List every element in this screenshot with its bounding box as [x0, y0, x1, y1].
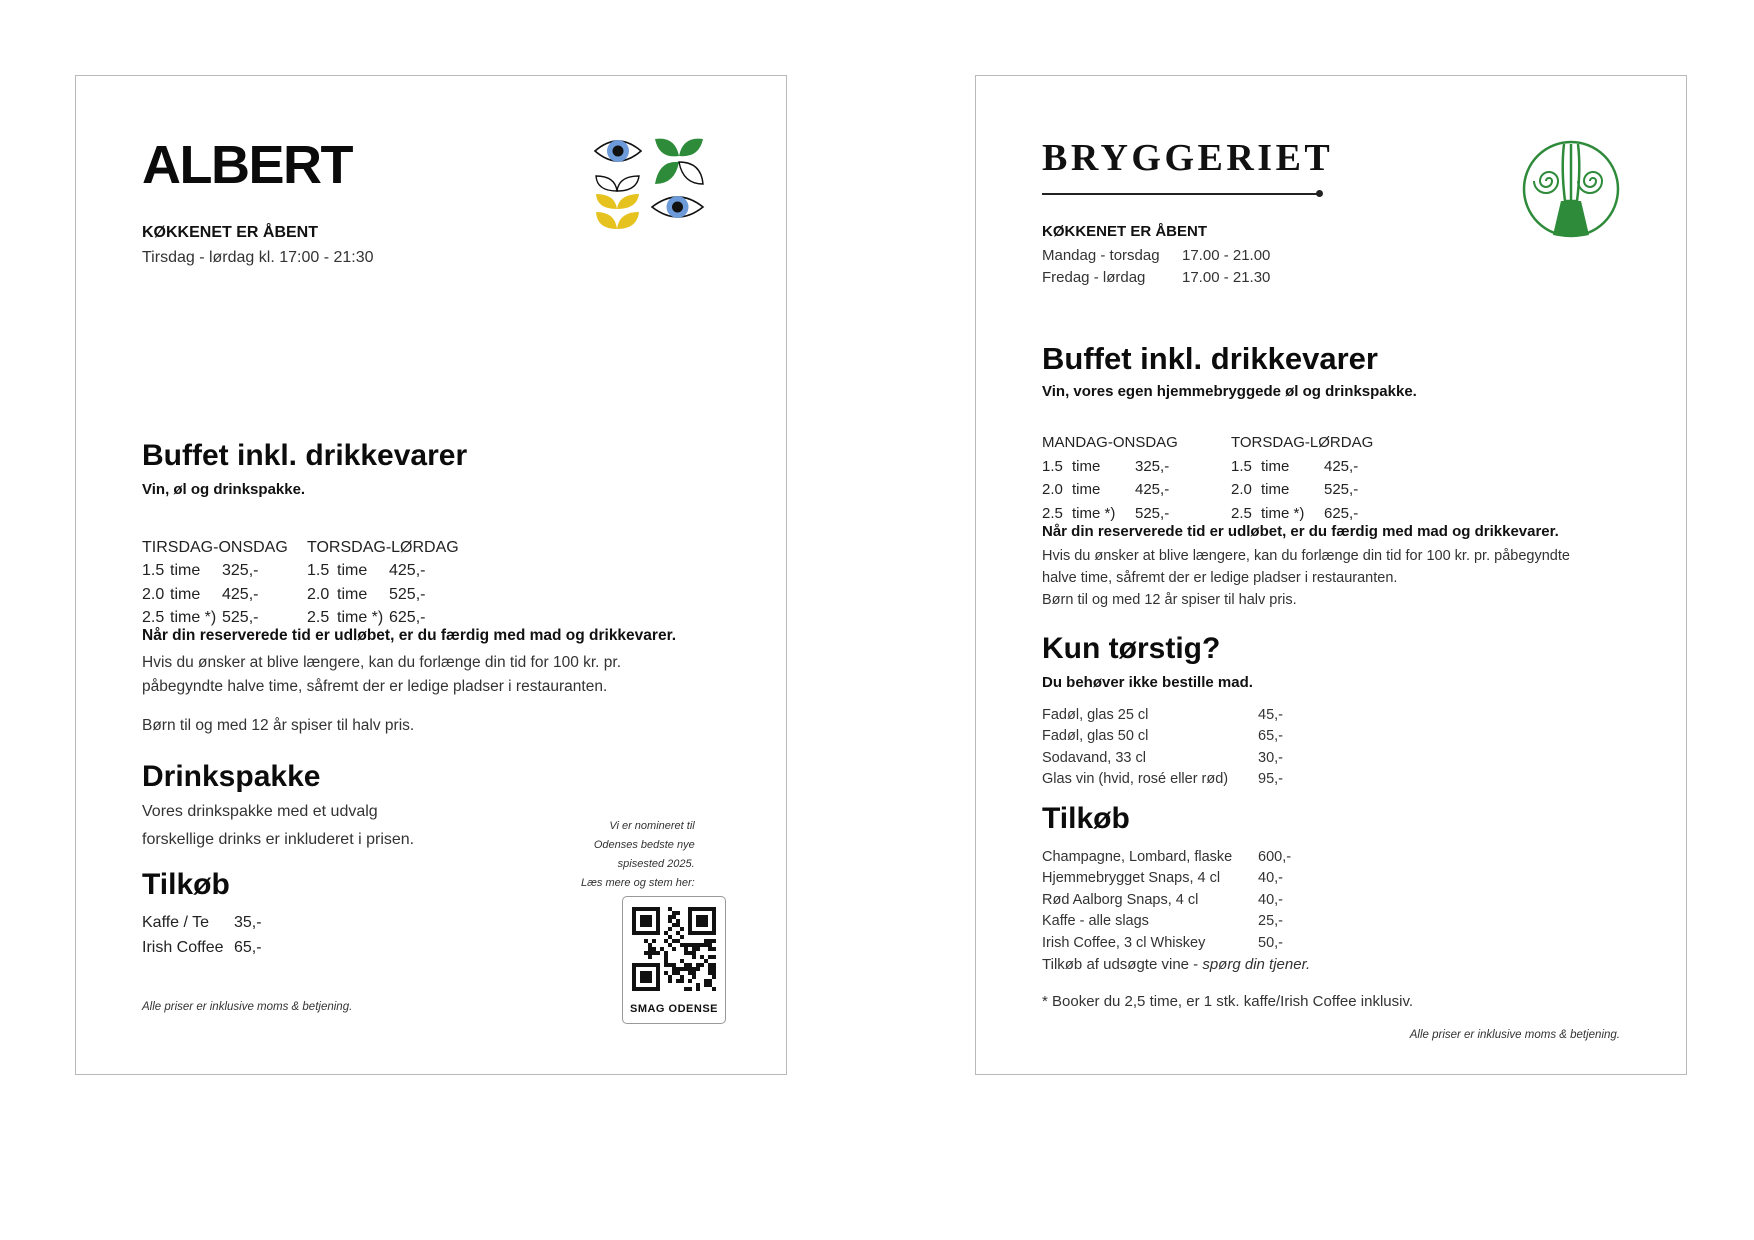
qr-module	[684, 943, 688, 947]
qr-module	[672, 911, 676, 915]
price-footer: Alle priser er inklusive moms & betjening.	[142, 1001, 353, 1013]
qr-module	[668, 907, 672, 911]
drinks-package-title: Drinkspakke	[142, 760, 321, 793]
addons-list	[1042, 846, 1291, 954]
col1-header: TIRSDAG-ONSDAG	[142, 538, 288, 556]
extension-text-line1: Hvis du ønsker at blive længere, kan du forlænge din tid for 100 kr. pr. påbegyndte	[1042, 548, 1570, 564]
qr-module	[692, 955, 696, 959]
buffet-subtitle: Vin, vores egen hjemmebryggede øl og drinkspakke.	[1042, 383, 1417, 400]
list-item: Hjemmebrygget Snaps, 4 cl 40,-	[1042, 870, 1283, 887]
nomination-note: Vi er nomineret til Odenses bedste nye spisested 2025. Læs mere og stem her:	[581, 820, 695, 889]
eye-leaf-pattern-icon	[593, 136, 718, 231]
qr-module	[668, 935, 672, 939]
qr-module	[712, 947, 716, 951]
price-footer: Alle priser er inklusive moms & betjening.	[1409, 1029, 1620, 1041]
qr-module	[668, 975, 672, 979]
buffet-title: Buffet inkl. drikkevarer	[1042, 341, 1378, 376]
qr-module	[696, 947, 700, 951]
qr-module	[668, 979, 672, 983]
buffet-title: Buffet inkl. drikkevarer	[142, 439, 468, 472]
qr-module	[712, 967, 716, 971]
list-item: Fadøl, glas 50 cl 65,-	[1042, 728, 1283, 745]
qr-module	[708, 955, 712, 959]
qr-module	[668, 963, 672, 967]
qr-module	[652, 951, 656, 955]
table-row: 2.5 time *) 525,- 2.5 time *) 625,-	[1042, 504, 1359, 522]
qr-module	[664, 955, 668, 959]
thirsty-title: Kun tørstig?	[1042, 632, 1221, 665]
qr-module	[676, 911, 680, 915]
col2-header: TORSDAG-LØRDAG	[307, 538, 459, 556]
qr-module	[648, 951, 652, 955]
qr-module	[704, 943, 708, 947]
addons-list	[142, 910, 262, 960]
opening-hours: Tirsdag - lørdag kl. 17:00 - 21:30	[142, 249, 374, 266]
kids-price-text: Børn til og med 12 år spiser til halv pris.	[1042, 592, 1297, 608]
title-underline	[1042, 193, 1320, 195]
booking-footnote: * Booker du 2,5 time, er 1 stk. kaffe/Irish Coffee inklusiv.	[1042, 993, 1414, 1010]
qr-module	[644, 951, 648, 955]
table-row: 2.0 time 425,- 2.0 time 525,-	[1042, 481, 1359, 499]
qr-module	[664, 963, 668, 967]
qr-module	[672, 963, 676, 967]
page-title: BRYGGERIET	[1042, 137, 1334, 179]
underline-dot	[1316, 190, 1323, 197]
qr-module	[668, 915, 672, 919]
addons-title: Tilkøb	[142, 868, 230, 901]
qr-module	[684, 947, 688, 951]
qr-module	[672, 971, 676, 975]
qr-module	[664, 959, 668, 963]
qr-module	[708, 971, 712, 975]
drinks-price-list	[1042, 704, 1283, 790]
kitchen-open-label: KØKKENET ER ÅBENT	[1042, 223, 1208, 240]
qr-label: SMAG ODENSE	[629, 1003, 718, 1015]
qr-code-icon[interactable]	[632, 907, 716, 991]
qr-module	[664, 931, 668, 935]
bryggeriet-menu-page	[975, 75, 1687, 1075]
list-item: Irish Coffee, 3 cl Whiskey 50,-	[1042, 934, 1283, 951]
qr-module	[680, 943, 684, 947]
time-limit-note: Når din reserverede tid er udløbet, er du færdig med mad og drikkevarer.	[142, 627, 677, 644]
qr-module	[648, 943, 652, 947]
kids-price-text: Børn til og med 12 år spiser til halv pris.	[142, 717, 415, 734]
qr-module	[708, 979, 712, 983]
qr-module	[712, 987, 716, 991]
col2-header: TORSDAG-LØRDAG	[1231, 434, 1374, 452]
qr-module	[668, 927, 672, 931]
qr-module	[676, 971, 680, 975]
qr-code-card[interactable]	[622, 896, 726, 1024]
list-item: Rød Aalborg Snaps, 4 cl 40,-	[1042, 891, 1283, 908]
qr-finder-center	[696, 915, 708, 927]
qr-module	[652, 939, 656, 943]
qr-module	[688, 963, 692, 967]
table-header-row	[142, 536, 459, 560]
qr-finder-center	[640, 971, 652, 983]
qr-module	[648, 947, 652, 951]
qr-module	[712, 975, 716, 979]
drinks-package-text: Vores drinkspakke med et udvalg forskellige drinks er inkluderet i prisen.	[142, 803, 415, 848]
qr-module	[700, 955, 704, 959]
qr-module	[676, 923, 680, 927]
qr-module	[696, 967, 700, 971]
qr-module	[684, 963, 688, 967]
qr-module	[664, 951, 668, 955]
qr-module	[692, 975, 696, 979]
qr-module	[708, 943, 712, 947]
qr-module	[680, 927, 684, 931]
qr-module	[708, 967, 712, 971]
qr-module	[668, 919, 672, 923]
qr-module	[708, 939, 712, 943]
qr-module	[664, 971, 668, 975]
thirsty-subtitle: Du behøver ikke bestille mad.	[1042, 674, 1253, 691]
qr-module	[684, 967, 688, 971]
qr-module	[668, 943, 672, 947]
list-item: Fadøl, glas 25 cl 45,-	[1042, 706, 1283, 723]
qr-module	[676, 919, 680, 923]
list-item: Kaffe - alle slags 25,-	[1042, 913, 1283, 930]
table-row: 2.0 time 425,- 2.0 time 525,-	[142, 585, 426, 603]
qr-module	[688, 967, 692, 971]
qr-module	[672, 923, 676, 927]
list-item: Irish Coffee 65,-	[142, 938, 262, 956]
qr-module	[676, 979, 680, 983]
extension-info	[142, 651, 702, 753]
buffet-price-table	[1042, 431, 1373, 525]
qr-module	[656, 951, 660, 955]
qr-module	[708, 963, 712, 967]
qr-module	[664, 939, 668, 943]
qr-module	[688, 951, 692, 955]
qr-module	[648, 955, 652, 959]
qr-module	[692, 967, 696, 971]
qr-module	[672, 967, 676, 971]
table-header-row	[1042, 431, 1373, 455]
qr-module	[692, 951, 696, 955]
qr-module	[700, 963, 704, 967]
qr-module	[688, 979, 692, 983]
qr-module	[692, 947, 696, 951]
time-limit-note: Når din reserverede tid er udløbet, er du færdig med mad og drikkevarer.	[1042, 523, 1559, 540]
qr-module	[700, 943, 704, 947]
qr-module	[652, 947, 656, 951]
qr-module	[712, 971, 716, 975]
qr-module	[680, 935, 684, 939]
qr-module	[660, 947, 664, 951]
qr-module	[688, 943, 692, 947]
qr-module	[696, 963, 700, 967]
buffet-price-table	[142, 536, 459, 630]
qr-module	[680, 975, 684, 979]
list-item: Champagne, Lombard, flaske 600,-	[1042, 848, 1292, 865]
qr-module	[696, 943, 700, 947]
qr-module	[712, 963, 716, 967]
qr-module	[704, 959, 708, 963]
page-title: ALBERT	[142, 135, 352, 195]
qr-module	[712, 955, 716, 959]
qr-module	[696, 983, 700, 987]
opening-hours-table	[1042, 244, 1270, 288]
addons-title: Tilkøb	[1042, 802, 1130, 835]
qr-module	[676, 939, 680, 943]
table-row: 2.5 time *) 525,- 2.5 time *) 625,-	[142, 609, 426, 627]
table-row: Fredag - lørdag 17.00 - 21.30	[1042, 268, 1271, 286]
qr-module	[704, 979, 708, 983]
qr-finder-center	[640, 915, 652, 927]
buffet-subtitle: Vin, øl og drinkspakke.	[142, 481, 306, 498]
qr-module	[708, 983, 712, 987]
qr-module	[688, 987, 692, 991]
albert-menu-page	[75, 75, 787, 1075]
qr-module	[692, 943, 696, 947]
list-item: Glas vin (hvid, rosé eller rød) 95,-	[1042, 771, 1283, 788]
qr-module	[692, 971, 696, 975]
qr-module	[684, 951, 688, 955]
qr-module	[696, 987, 700, 991]
table-row: Mandag - torsdag 17.00 - 21.00	[1042, 246, 1271, 264]
table-row: 1.5 time 325,- 1.5 time 425,-	[142, 562, 426, 580]
extension-text: Hvis du ønsker at blive længere, kan du forlænge din tid for 100 kr. pr. påbegyndte halve time, såfremt der er ledige pladser i restauranten.	[142, 654, 622, 695]
list-item: Sodavand, 33 cl 30,-	[1042, 749, 1283, 766]
qr-module	[672, 915, 676, 919]
table-row: 1.5 time 325,- 1.5 time 425,-	[1042, 457, 1359, 475]
qr-module	[684, 987, 688, 991]
qr-module	[712, 939, 716, 943]
qr-module	[688, 971, 692, 975]
qr-module	[708, 947, 712, 951]
qr-module	[704, 983, 708, 987]
wine-addon-note: Tilkøb af udsøgte vine - spørg din tjener.	[1042, 956, 1311, 973]
qr-module	[676, 967, 680, 971]
qr-module	[680, 959, 684, 963]
qr-module	[676, 931, 680, 935]
qr-module	[672, 947, 676, 951]
extension-info	[1042, 545, 1602, 611]
kitchen-open-label: KØKKENET ER ÅBENT	[142, 224, 319, 241]
extension-text-line2: halve time, såfremt der er ledige pladser i restauranten.	[1042, 570, 1398, 586]
col1-header: MANDAG-ONSDAG	[1042, 434, 1178, 452]
qr-module	[704, 939, 708, 943]
green-circle-broom-icon	[1521, 139, 1621, 239]
qr-module	[680, 979, 684, 983]
qr-module	[672, 939, 676, 943]
qr-module	[680, 967, 684, 971]
qr-module	[644, 939, 648, 943]
list-item: Kaffe / Te 35,-	[142, 913, 262, 931]
